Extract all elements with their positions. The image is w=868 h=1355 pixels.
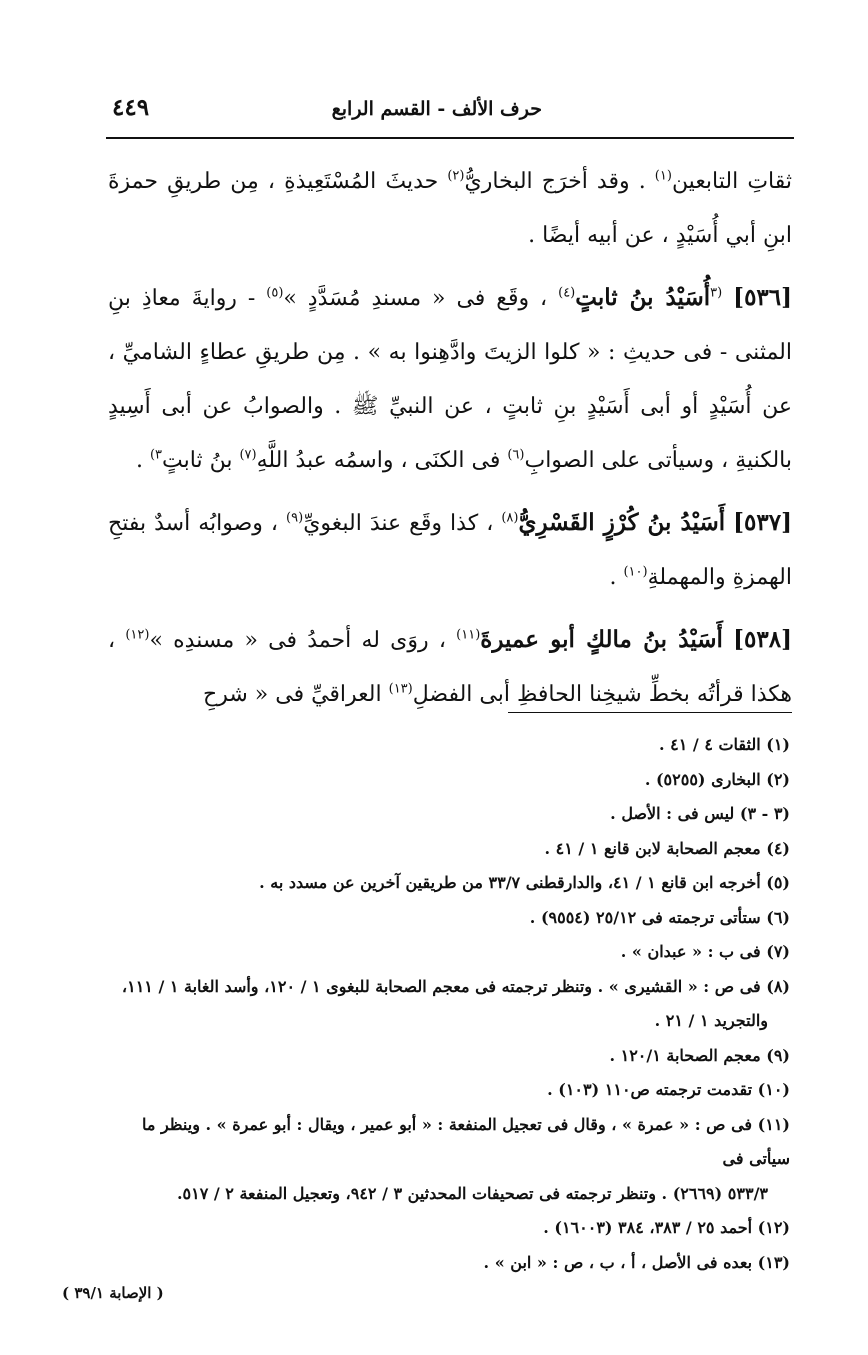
footnote <box>96 728 790 763</box>
page-number: ٤٤٩ <box>112 94 150 121</box>
text-paragraph <box>108 613 792 722</box>
footnote-text: فى ب : « عبدان » . <box>620 942 761 961</box>
text-run: ثقاتِ التابعين <box>671 169 792 194</box>
footnote-continuation: والتجريد ١ / ٢١ . <box>654 1011 768 1030</box>
footnote-reference: (٧) <box>239 447 257 463</box>
footnote-reference: (٢) <box>447 168 465 184</box>
footnote-text: أحمد ٢٥ / ٣٨٣، ٣٨٤ (١٦٠٠٣) . <box>543 1218 753 1237</box>
footnote-reference: (٦) <box>507 447 525 463</box>
footnote-number: (١٢) <box>757 1218 790 1237</box>
text-run: ، روَى له أحمدُ فى « مسندِه » <box>149 628 457 653</box>
text-run <box>723 628 733 653</box>
footnote <box>96 832 790 867</box>
footnote-text: فى ص : « القشيرى » . وتنظر ترجمته فى معجم الصحابة للبغوى ١ / ١٢٠، وأسد الغابة ١ / ١١١، <box>121 976 761 996</box>
footnote-text: معجم الصحابة ١٢٠/١ . <box>609 1045 761 1065</box>
footnote <box>96 970 790 1039</box>
entry-name: أَسَيْدُ بنُ كُرْزٍ القَسْرِيُّ <box>518 509 726 536</box>
entry-number: [٥٣٦] <box>733 284 793 311</box>
footnote-number: (١) <box>766 735 790 754</box>
footnote-reference: (١) <box>654 168 672 184</box>
text-run <box>722 286 733 311</box>
footnote-number: (٣ - ٣) <box>739 804 790 823</box>
footnote <box>96 797 790 832</box>
footnote-text: أخرجه ابن قانع ١ / ٤١، والدارقطنى ٣٣/٧ من طريقين آخرين عن مسدد به . <box>259 873 761 892</box>
text-run: ، وصوابُه أسدٌ بفتحِ الهمزةِ والمهملةِ <box>108 511 792 590</box>
running-header <box>112 92 792 132</box>
footnote-text: معجم الصحابة لابن قانع ١ / ٤١ . <box>544 838 761 858</box>
footnote-continuation: ٥٣٣/٣ (٢٦٦٩) . وتنظر ترجمته فى تصحيفات المحدثين ٣ / ٩٤٢، وتعجيل المنفعة ٢ / ٥١٧. <box>176 1183 768 1203</box>
footnote-reference: ٣) <box>149 447 163 463</box>
text-run: بنُ ثابتٍ <box>162 448 240 473</box>
footnote <box>96 1246 790 1281</box>
footnote-text: بعده فى الأصل ، أ ، ب ، ص : « ابن » . <box>483 1252 753 1272</box>
header-divider <box>106 137 794 139</box>
page-header-title: حرف الألف - القسم الرابع <box>331 98 542 120</box>
text-run: ، كذا وقَع عندَ البغويِّ <box>303 511 502 536</box>
text-run: . وقد أخرَج البخاريُّ <box>464 169 655 194</box>
footnotes-section <box>96 728 790 1280</box>
footnote <box>96 935 790 970</box>
entry-name: أَسَيْدُ بنُ مالكٍ أبو عميرةَ <box>480 626 723 653</box>
footnote <box>96 901 790 936</box>
footnote-reference: (٩) <box>286 510 304 526</box>
footnote-number: (٦) <box>766 907 790 927</box>
footnote-reference: (١١) <box>456 627 481 643</box>
footnote-text: تقدمت ترجمته ص١١٠ (١٠٣) . <box>547 1080 753 1099</box>
footnote-text: ليس فى : الأصل . <box>610 804 735 823</box>
footnote-reference: (١٠) <box>623 564 648 580</box>
text-paragraph <box>108 496 792 605</box>
footnote-text: ستأتى ترجمته فى ٢٥/١٢ (٩٥٥٤) . <box>529 907 761 927</box>
footnote-number: (٩) <box>766 1045 790 1065</box>
footnote-reference: (٥) <box>266 285 284 301</box>
entry-number: [٥٣٨] <box>733 626 792 653</box>
footnote <box>96 1073 790 1108</box>
footnote-reference: (١٢) <box>125 627 150 643</box>
footnote-number: (١٠) <box>757 1080 790 1099</box>
footnote-number: (١١) <box>757 1114 790 1134</box>
entry-number: [٥٣٧] <box>733 509 792 536</box>
source-reference: ( الإصابة ٣٩/١ ) <box>62 1284 164 1302</box>
footnote-reference: (٣ <box>710 285 723 301</box>
text-run: ، هكذا قرأتُه بخطِّ شيخِنا الحافظِ أبى الفضلِ <box>108 628 792 707</box>
text-run: العراقيِّ فى « شرحِ <box>203 682 389 707</box>
footnote <box>96 1108 790 1212</box>
footnote-reference: (٤) <box>558 285 576 301</box>
entry-name: أُسَيْدُ بنُ ثابتٍ <box>575 284 711 311</box>
text-paragraph <box>108 271 792 488</box>
text-run <box>725 511 733 536</box>
footnote-number: (٢) <box>766 769 790 789</box>
text-run: . <box>609 565 624 590</box>
text-run: ، وقَع فى « مسندِ مُسَدَّدٍ » <box>283 286 559 311</box>
footnote-text: الثقات ٤ / ٤١ . <box>659 735 761 754</box>
footnote-number: (٨) <box>766 976 790 996</box>
footnote <box>96 1039 790 1074</box>
footnote-number: (٧) <box>766 942 790 961</box>
footnote-number: (٤) <box>766 838 790 858</box>
main-text-body <box>108 155 792 730</box>
text-paragraph <box>108 155 792 263</box>
text-run: حديثَ المُسْتَعِيذةِ ، مِن طريقِ حمزةَ ابنِ أبي أُسَيْدٍ ، عن أبيه أيضًا . <box>108 169 792 248</box>
footnote-divider <box>508 712 792 713</box>
text-run: فى الكنَى ، واسمُه عبدُ اللَّهِ <box>256 448 508 473</box>
footnote-reference: (١٣) <box>388 681 413 697</box>
text-run: - روايةَ معاذِ بنِ المثنى - فى حديثِ : « كلوا الزيتَ وادَّهِنوا به » . مِن طريقِ عطاءٍ الشاميِّ ، عن أُسَيْدٍ أو أبى أَسَيْدٍ بنِ ثابتٍ ، عن النبيِّ ﷺ . والصوابُ عن أبى أَسِيدٍ بالكنيةِ ، وسيأتى على الصوابِ <box>108 286 792 473</box>
text-run: . <box>135 448 150 473</box>
footnote-number: (٥) <box>766 873 790 892</box>
footnote-number: (١٣) <box>757 1252 790 1272</box>
footnote <box>96 763 790 798</box>
footnote-reference: (٨) <box>501 510 519 526</box>
footnote-text: البخارى (٥٢٥٥) . <box>644 769 761 789</box>
footnote <box>96 1211 790 1246</box>
footnote <box>96 866 790 901</box>
footnote-text: فى ص : « عمرة » ، وقال فى تعجيل المنفعة : « أبو عمير ، ويقال : أبو عمرة » . وينظر ما سيأتى فى <box>141 1114 790 1168</box>
